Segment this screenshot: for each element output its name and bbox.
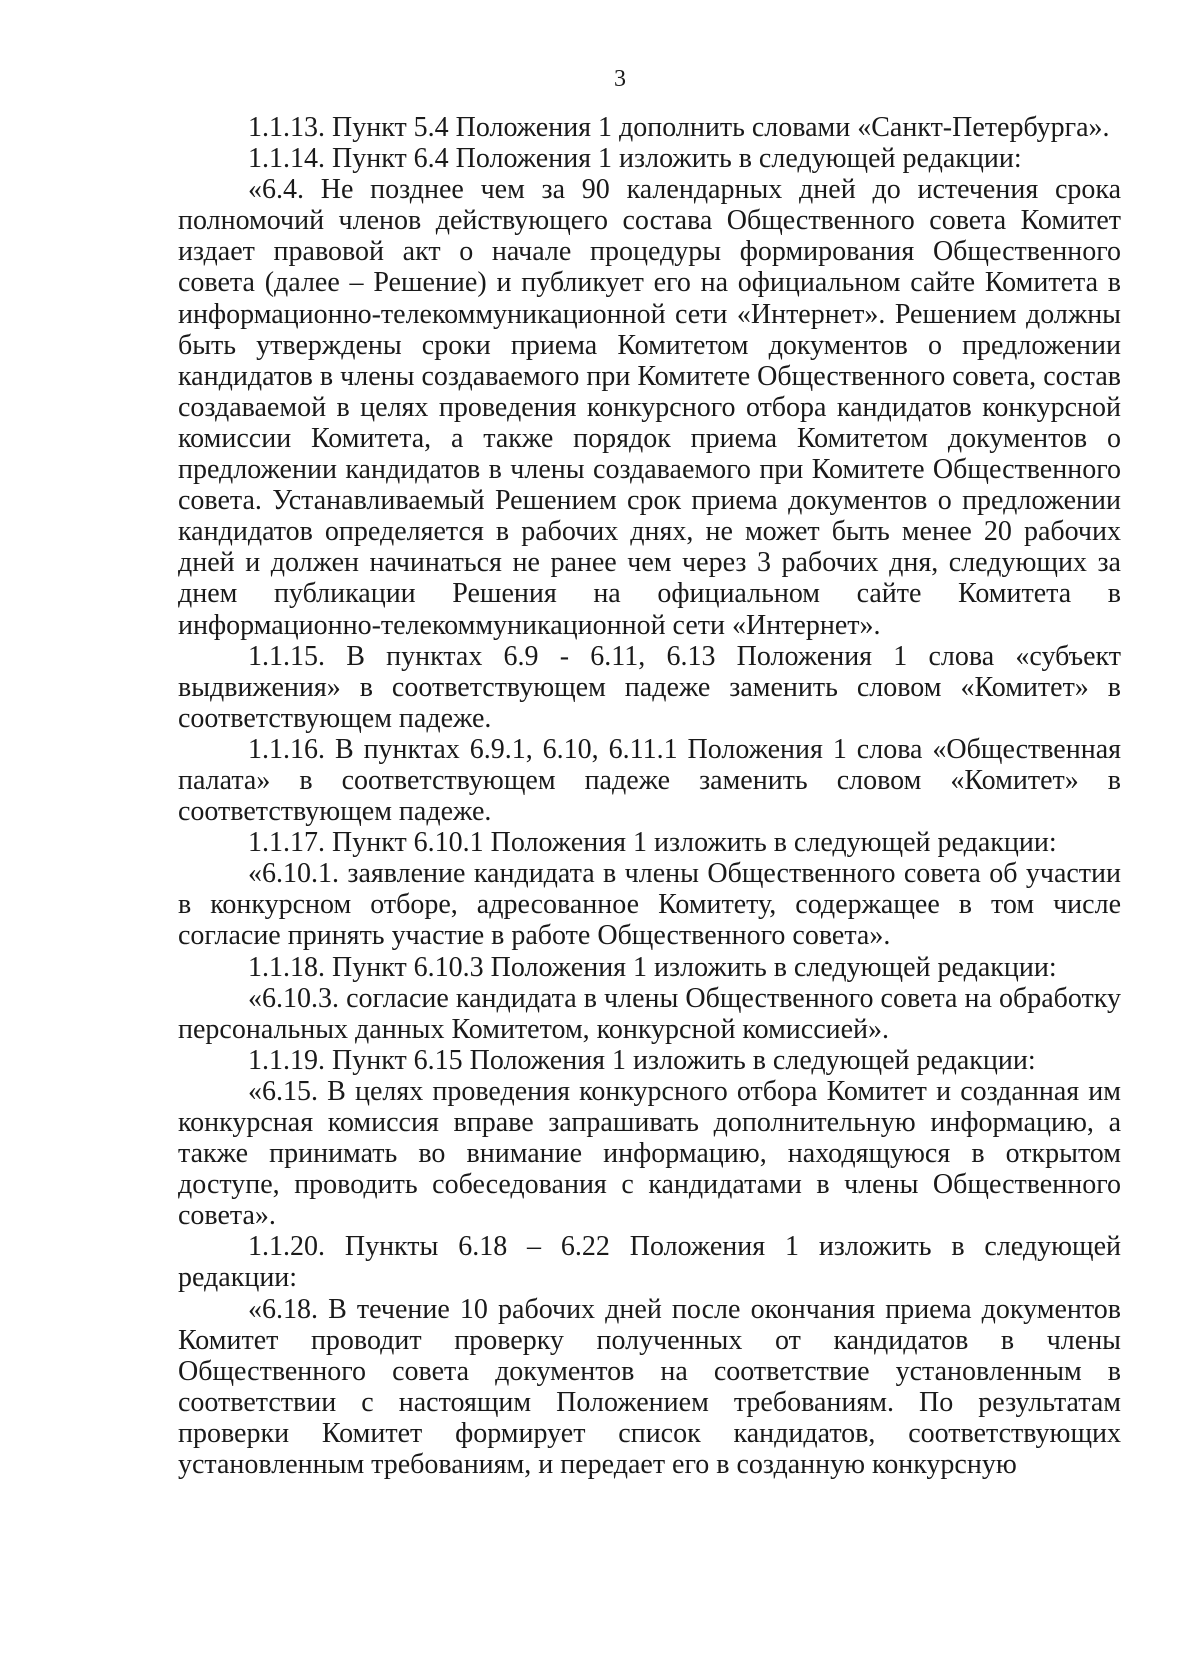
paragraph-1-1-14: 1.1.14. Пункт 6.4 Положения 1 изложить в следующей редакции:: [248, 143, 1022, 175]
page-number: 3: [614, 66, 626, 92]
paragraph-1-1-19: 1.1.19. Пункт 6.15 Положения 1 изложить в следующей редакции:: [248, 1044, 1036, 1076]
paragraph-1-1-15: 1.1.15. В пунктах 6.9 - 6.11, 6.13 Положения 1 слова «субъект выдвижения» в соответствующем падеже заменить словом «Комитет» в соответствующем падеже.: [178, 640, 1121, 734]
paragraph-1-1-13: 1.1.13. Пункт 5.4 Положения 1 дополнить словами «Санкт-Петербурга».: [248, 112, 1110, 143]
paragraph-6-10-1-text: «6.10.1. заявление кандидата в члены Общественного совета об участии в конкурсном отборе, адресованное Комитету, содержащее в том числе согласие принять участие в работе Общественного совета».: [178, 858, 1121, 952]
document-body: [178, 112, 1121, 1480]
paragraph-6-15-text: «6.15. В целях проведения конкурсного отбора Комитет и созданная им конкурсная комиссия вправе запрашивать дополнительную информацию, а также принимать во внимание информацию, находящуюся в открытом доступе, проводить собеседования с кандидатами в члены Общественного совета».: [178, 1075, 1121, 1232]
paragraph-1-1-17: 1.1.17. Пункт 6.10.1 Положения 1 изложить в следующей редакции:: [248, 827, 1057, 859]
paragraph-6-18-text: «6.18. В течение 10 рабочих дней после окончания приема документов Комитет проводит проверку полученных от кандидатов в члены Общественного совета документов на соответствие установленным в соответствии с настоящим Положением требованиям. По результатам проверки Комитет формирует список кандидатов, соответствующих установленным требованиям, и передает его в созданную конкурсную: [178, 1293, 1121, 1481]
paragraph-6-4-text: «6.4. Не позднее чем за 90 календарных дней до истечения срока полномочий членов действующего состава Общественного совета Комитет издает правовой акт о начале процедуры формирования Общественного совета (далее – Решение) и публикует его на официальном сайте Комитета в информационно-телекоммуникационной сети «Интернет». Решением должны быть утверждены сроки приема Комитетом документов о предложении кандидатов в члены создаваемого при Комитете Общественного совета, состав создаваемой в целях проведения конкурсного отбора кандидатов конкурсной комиссии Комитета, а также порядок приема Комитетом документов о предложении кандидатов в члены создаваемого при Комитете Общественного совета. Устанавливаемый Решением срок приема документов о предложении кандидатов определяется в рабочих днях, не может быть менее 20 рабочих дней и должен начинаться не ранее чем через 3 рабочих дня, следующих за днем публикации Решения на официальном сайте Комитета в информационно-телекоммуникационной сети «Интернет».: [178, 174, 1121, 641]
paragraph-1-1-18: 1.1.18. Пункт 6.10.3 Положения 1 изложить в следующей редакции:: [248, 951, 1057, 983]
paragraph-6-10-3-text: «6.10.3. согласие кандидата в члены Общественного совета на обработку персональных данных Комитетом, конкурсной комиссией».: [178, 982, 1121, 1045]
paragraph-1-1-20: 1.1.20. Пункты 6.18 – 6.22 Положения 1 изложить в следующей редакции:: [178, 1231, 1121, 1294]
paragraph-1-1-16: 1.1.16. В пунктах 6.9.1, 6.10, 6.11.1 Положения 1 слова «Общественная палата» в соответствующем падеже заменить словом «Комитет» в соответствующем падеже.: [178, 733, 1121, 828]
